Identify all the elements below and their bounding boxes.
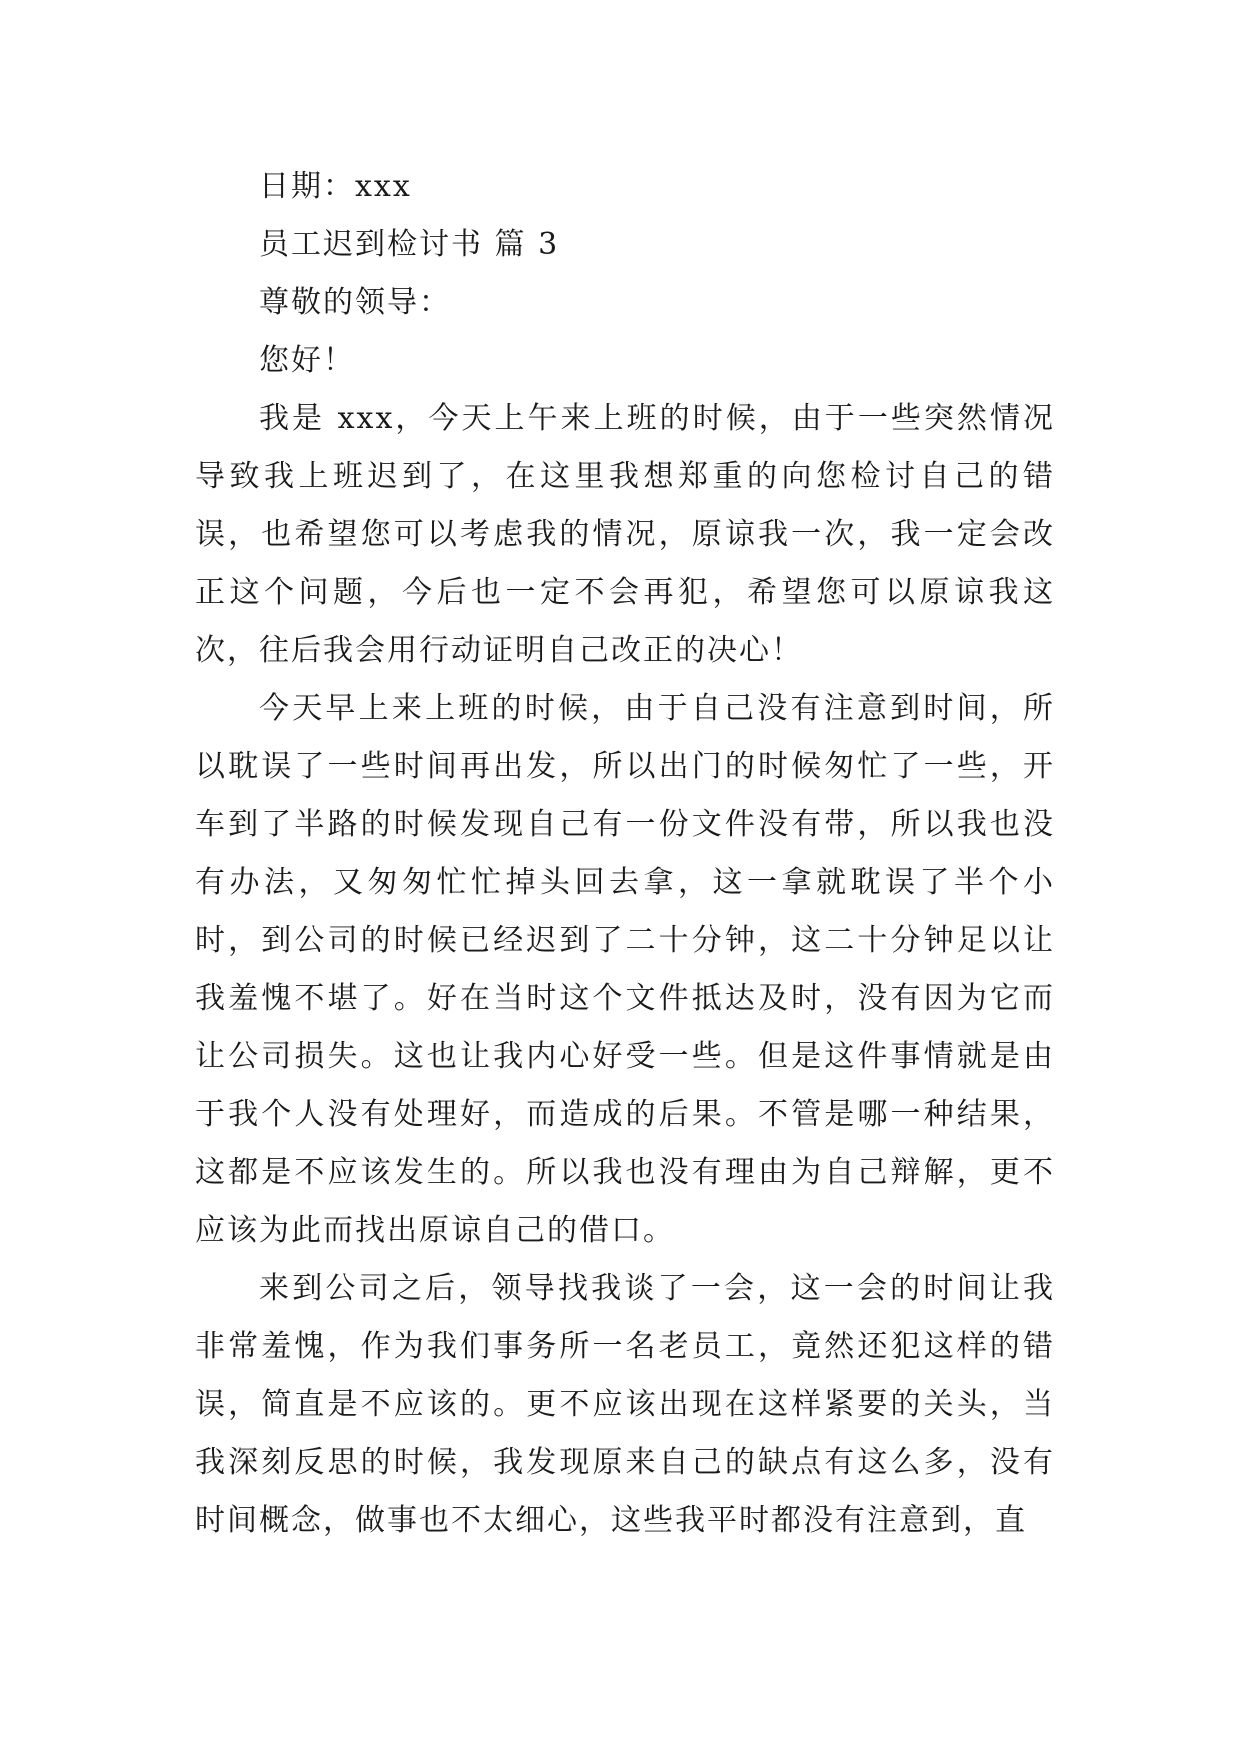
greeting: 您好！ [259, 343, 355, 378]
paragraph-2: 今天早上来上班的时候，由于自己没有注意到时间，所以耽误了一些时间再出发，所以出门的时候匆忙了一些，开车到了半路的时候发现自己有一份文件没有带，所以我也没有办法，又匆匆忙忙掉头回去拿，这一拿就耽误了半个小时，到公司的时候已经迟到了二十分钟，这二十分钟足以让我羞愧不堪了。好在当时这个文件抵达及时，没有因为它而让公司损失。这也让我内心好受一些。但是这件事情就是由于我个人没有处理好，而造成的后果。不管是哪一种结果，这都是不应该发生的。所以我也没有理由为自己辩解，更不应该为此而找出原谅自己的借口。 [195, 691, 1055, 1248]
paragraph-1: 我是 xxx，今天上午来上班的时候，由于一些突然情况导致我上班迟到了，在这里我想郑重的向您检讨自己的错误，也希望您可以考虑我的情况，原谅我一次，我一定会改正这个问题，今后也一定不会再犯，希望您可以原谅我这次，往后我会用行动证明自己改正的决心！ [195, 401, 1055, 668]
salutation: 尊敬的领导： [259, 285, 451, 320]
section-title: 员工迟到检讨书 篇 3 [259, 227, 560, 262]
document-body [195, 158, 1055, 1550]
date-line: 日期：xxx [259, 169, 412, 204]
paragraph-3: 来到公司之后，领导找我谈了一会，这一会的时间让我非常羞愧，作为我们事务所一名老员工，竟然还犯这样的错误，简直是不应该的。更不应该出现在这样紧要的关头，当我深刻反思的时候，我发现原来自己的缺点有这么多，没有时间概念，做事也不太细心，这些我平时都没有注意到，直 [195, 1271, 1055, 1538]
